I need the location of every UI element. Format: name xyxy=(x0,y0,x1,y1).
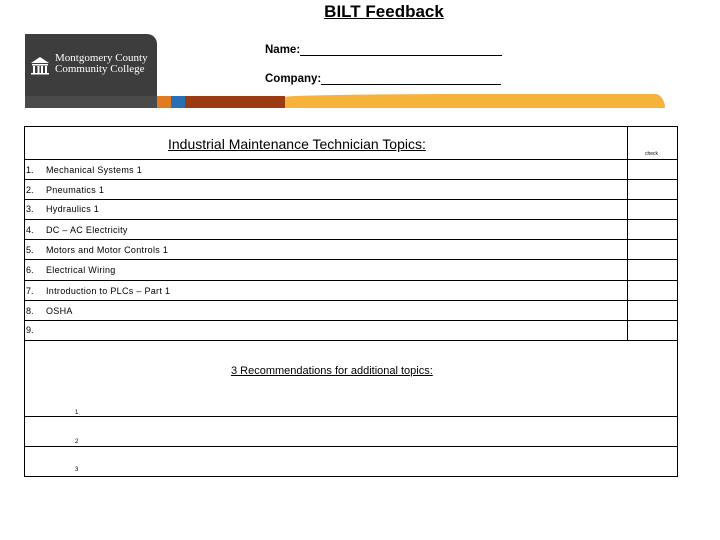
topic-number: 3. xyxy=(26,204,34,214)
topic-number: 6. xyxy=(26,265,34,275)
topic-number: 9. xyxy=(26,325,34,335)
topic-label: DC – AC Electricity xyxy=(46,225,128,235)
recommendations-title: 3 Recommendations for additional topics: xyxy=(231,365,433,377)
recommendation-number: 3 xyxy=(75,467,79,473)
topic-number: 2. xyxy=(26,185,34,195)
stripe-gray xyxy=(25,96,157,108)
name-label: Name: xyxy=(265,44,301,56)
topics-title: Industrial Maintenance Technician Topics: xyxy=(168,136,426,152)
row-divider xyxy=(24,219,678,220)
topic-number: 4. xyxy=(26,225,34,235)
stripe-gold xyxy=(285,94,665,108)
page-title: BILT Feedback xyxy=(324,2,444,21)
name-line[interactable] xyxy=(300,43,502,56)
stripe-orange-small xyxy=(157,96,171,108)
recommendation-number: 2 xyxy=(75,439,79,445)
topic-label: Pneumatics 1 xyxy=(46,185,105,195)
row-divider xyxy=(24,179,678,180)
topic-label: Motors and Motor Controls 1 xyxy=(46,245,169,255)
company-field xyxy=(265,72,501,85)
topic-number: 8. xyxy=(26,306,34,316)
row-divider xyxy=(24,199,678,200)
stripe-brown xyxy=(185,96,285,108)
row-divider xyxy=(24,239,678,240)
company-label: Company: xyxy=(265,73,322,85)
topic-label: Mechanical Systems 1 xyxy=(46,165,143,175)
stripe-blue xyxy=(171,96,185,108)
row-divider xyxy=(24,320,678,321)
college-name xyxy=(55,53,148,75)
topic-label: Electrical Wiring xyxy=(46,265,116,275)
college-name-line2: Community College xyxy=(55,63,145,75)
topic-number: 5. xyxy=(26,245,34,255)
check-column-label: check xyxy=(645,151,659,157)
row-divider xyxy=(24,300,678,301)
name-field xyxy=(265,43,502,56)
topic-label: Hydraulics 1 xyxy=(46,204,100,214)
college-name-line1: Montgomery County xyxy=(55,52,148,64)
row-divider xyxy=(24,259,678,260)
topic-label: Introduction to PLCs – Part 1 xyxy=(46,286,171,296)
company-line[interactable] xyxy=(321,72,501,85)
topic-number: 1. xyxy=(26,165,34,175)
building-icon xyxy=(29,54,51,76)
rec-row-divider xyxy=(24,446,678,447)
row-divider xyxy=(24,340,678,341)
college-logo xyxy=(25,34,157,96)
row-divider xyxy=(24,159,678,160)
row-divider xyxy=(24,280,678,281)
topic-number: 7. xyxy=(26,286,34,296)
topic-label: OSHA xyxy=(46,306,73,316)
rec-row-divider xyxy=(24,416,678,417)
recommendation-number: 1 xyxy=(75,410,79,416)
